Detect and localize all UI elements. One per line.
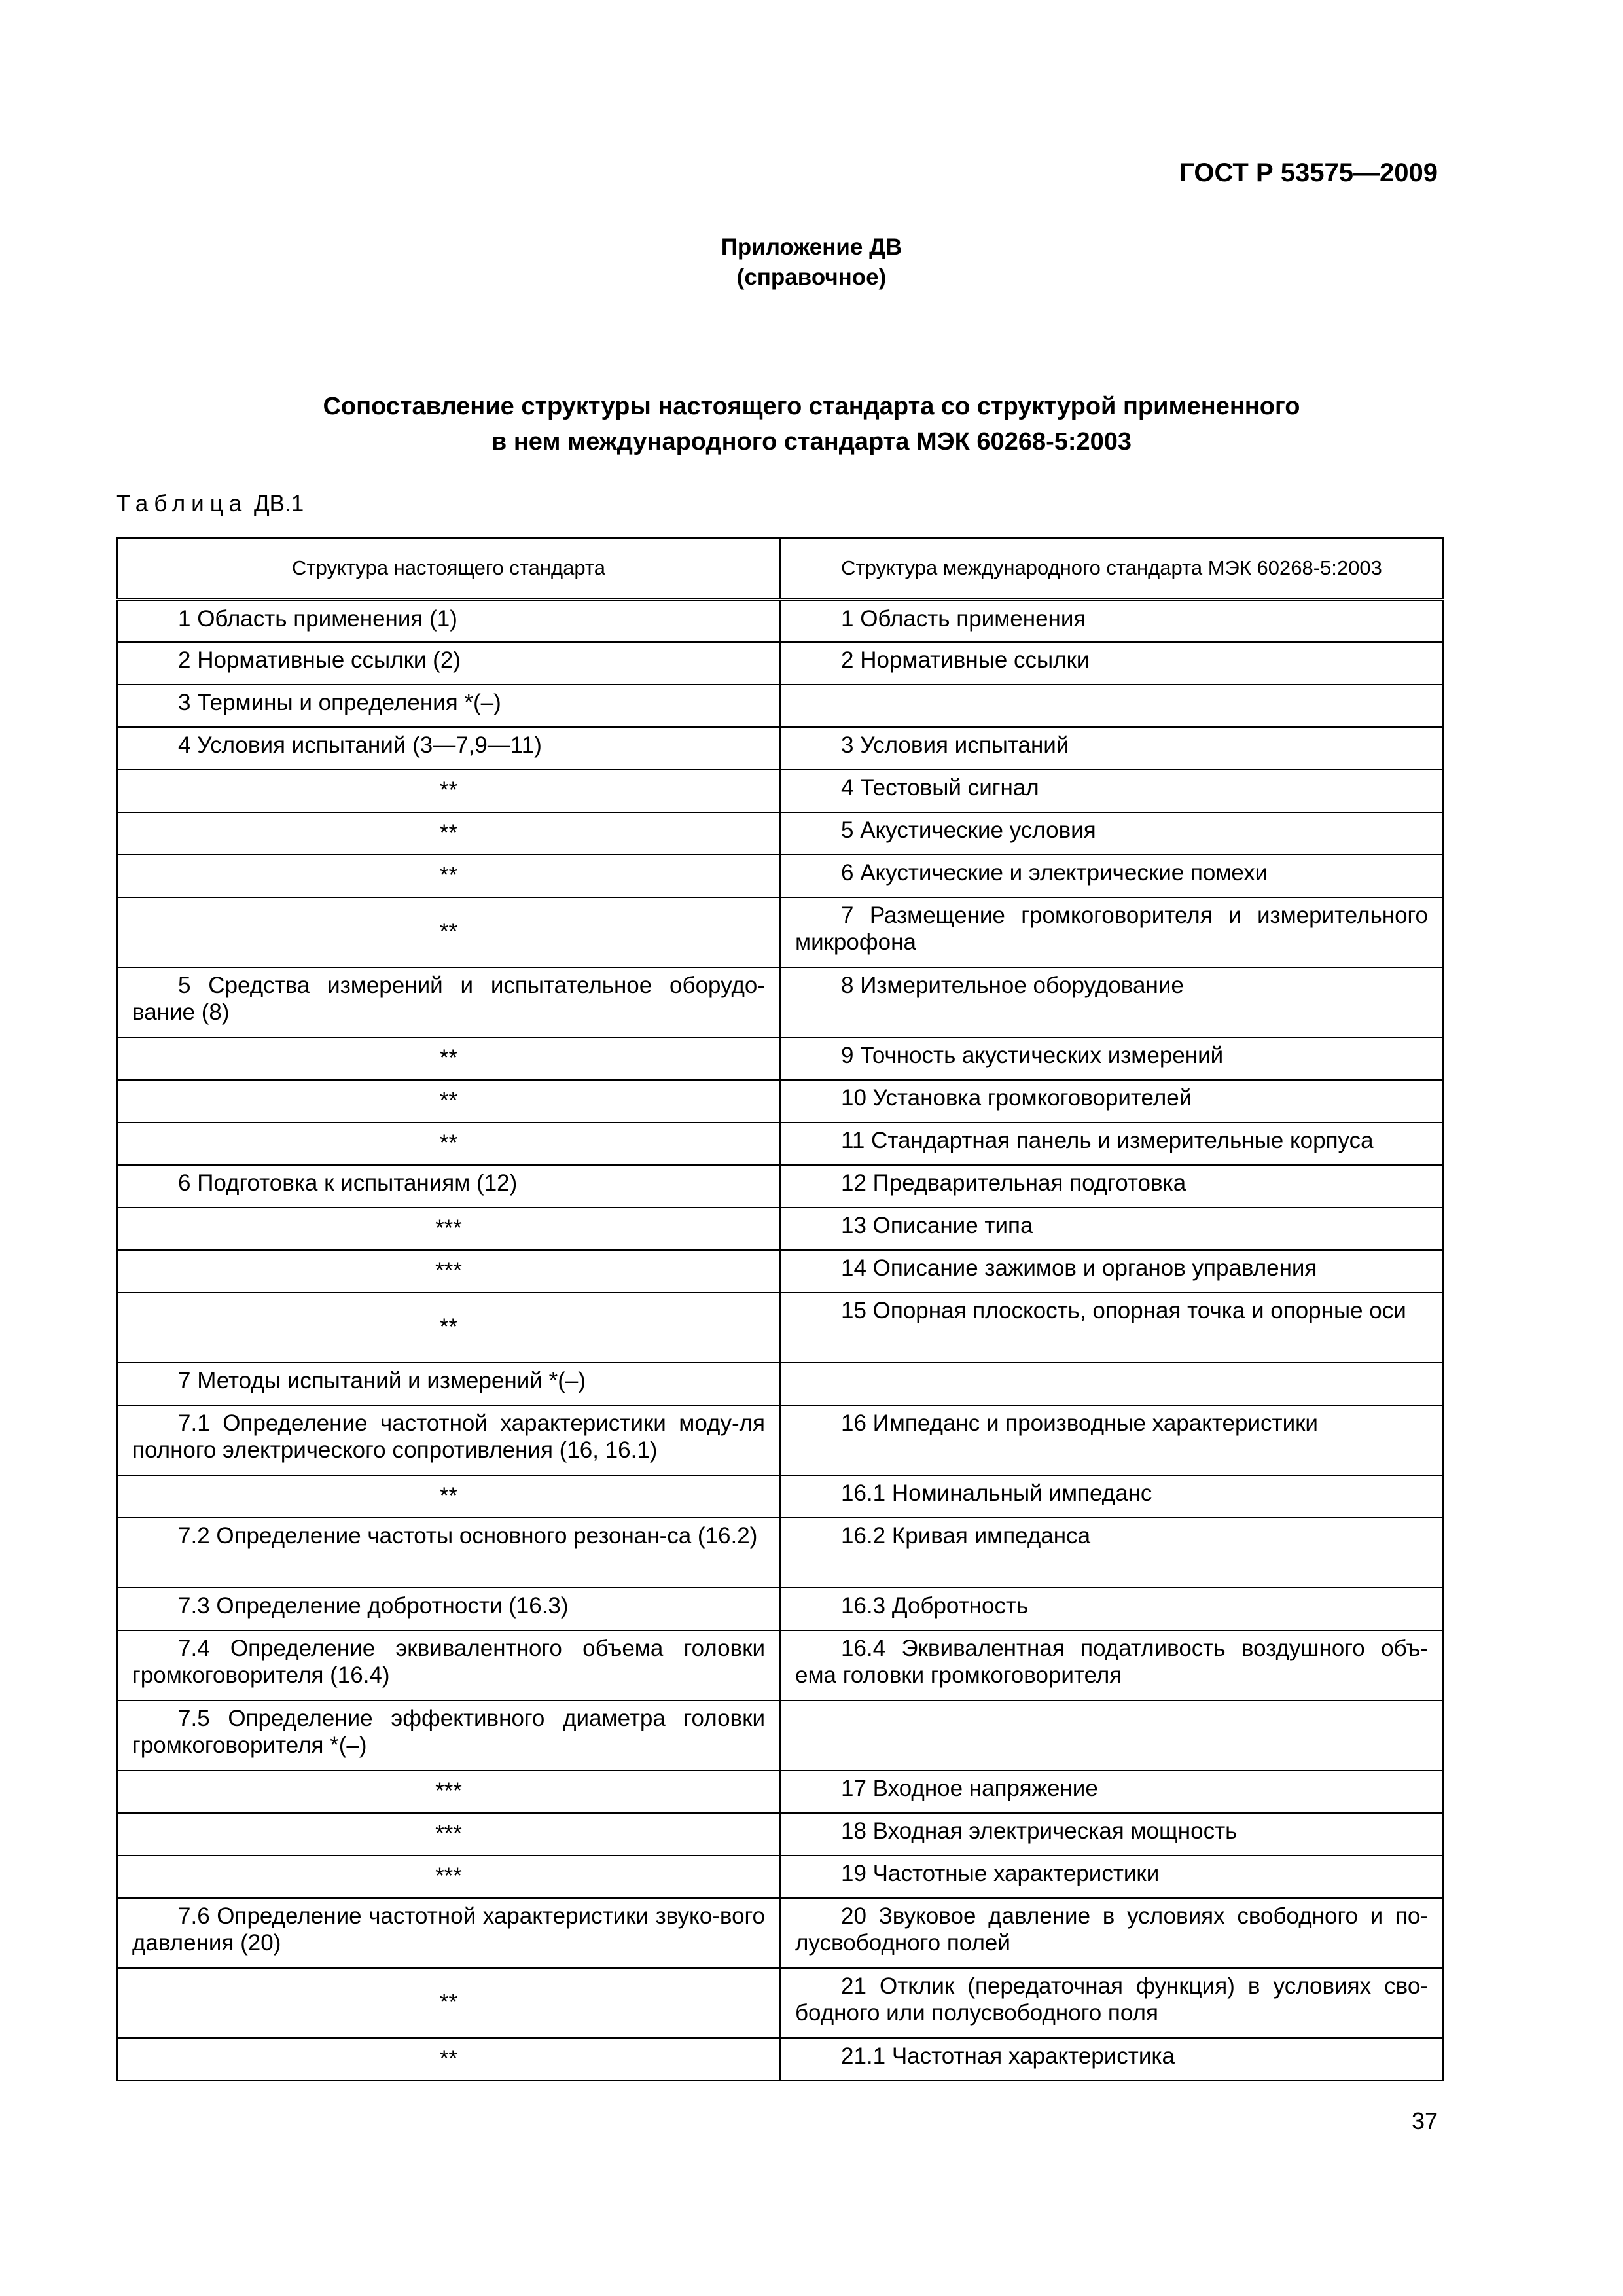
cell-international-clause xyxy=(780,600,1443,642)
cell-international-clause xyxy=(780,1630,1443,1700)
cell-text: 18 Входная электрическая мощность xyxy=(841,1818,1238,1844)
cell-text: 7.3 Определение добротности (16.3) xyxy=(178,1593,569,1619)
cell-international-clause xyxy=(780,1080,1443,1122)
cell-international-clause xyxy=(780,812,1443,855)
cell-text: 19 Частотные характеристики xyxy=(841,1861,1160,1886)
table-row xyxy=(117,1518,1443,1588)
cell-text: 7 Методы испытаний и измерений *(–) xyxy=(178,1368,586,1393)
cell-text: 2 Нормативные ссылки xyxy=(841,647,1090,673)
cell-international-clause xyxy=(780,1208,1443,1250)
cell-text: 20 Звуковое давление в условиях свободного и по-лусвободного полей xyxy=(795,1903,1428,1956)
table-row xyxy=(117,967,1443,1037)
cell-text: 6 Акустические и электрические помехи xyxy=(841,860,1268,886)
cell-national-clause: ** xyxy=(117,1080,780,1122)
table-row xyxy=(117,770,1443,812)
cell-national-clause xyxy=(117,1518,780,1588)
cell-international-clause xyxy=(780,1700,1443,1770)
document-title xyxy=(0,389,1623,459)
cell-international-clause xyxy=(780,1037,1443,1080)
cell-text: 7.5 Определение эффективного диаметра головки громкоговорителя *(–) xyxy=(132,1706,765,1758)
cell-national-clause: *** xyxy=(117,1813,780,1856)
cell-text: 8 Измерительное оборудование xyxy=(841,973,1184,998)
cell-international-clause xyxy=(780,1898,1443,1968)
cell-text: 14 Описание зажимов и органов управления xyxy=(841,1255,1317,1281)
table-row xyxy=(117,685,1443,727)
cell-text: 21.1 Частотная характеристика xyxy=(841,2043,1175,2069)
cell-international-clause xyxy=(780,685,1443,727)
page-number: 37 xyxy=(1411,2108,1438,2134)
table-row xyxy=(117,1208,1443,1250)
cell-international-clause xyxy=(780,1363,1443,1405)
appendix-status: (справочное) xyxy=(736,264,887,290)
appendix-heading xyxy=(0,232,1623,293)
cell-text: 7.6 Определение частотной характеристики звуко-вого давления (20) xyxy=(132,1903,765,1956)
table-row xyxy=(117,642,1443,685)
comparison-table xyxy=(116,537,1444,2081)
table-row xyxy=(117,1250,1443,1293)
cell-national-clause xyxy=(117,1898,780,1968)
table-row xyxy=(117,897,1443,967)
cell-international-clause xyxy=(780,855,1443,897)
table-row xyxy=(117,1898,1443,1968)
cell-national-clause: *** xyxy=(117,1208,780,1250)
cell-national-clause xyxy=(117,1405,780,1475)
cell-text: 5 Средства измерений и испытательное оборудо-вание (8) xyxy=(132,973,765,1025)
cell-national-clause: ** xyxy=(117,1293,780,1363)
cell-text: 1 Область применения (1) xyxy=(178,606,457,632)
cell-national-clause xyxy=(117,685,780,727)
cell-international-clause xyxy=(780,967,1443,1037)
title-line-2: в нем международного стандарта МЭК 60268-5:2003 xyxy=(491,428,1132,456)
table-row xyxy=(117,812,1443,855)
cell-international-clause xyxy=(780,1250,1443,1293)
cell-national-clause xyxy=(117,967,780,1037)
title-line-1: Сопоставление структуры настоящего стандарта со структурой примененного xyxy=(323,393,1300,420)
table-row xyxy=(117,1630,1443,1700)
cell-text: 3 Условия испытаний xyxy=(841,732,1069,758)
cell-international-clause xyxy=(780,727,1443,770)
cell-national-clause: *** xyxy=(117,1856,780,1898)
table-row xyxy=(117,1080,1443,1122)
table-label-word: Таблица xyxy=(116,491,248,516)
cell-national-clause xyxy=(117,1588,780,1630)
cell-international-clause xyxy=(780,1770,1443,1813)
cell-national-clause: ** xyxy=(117,897,780,967)
cell-international-clause xyxy=(780,1475,1443,1518)
cell-text: 16.3 Добротность xyxy=(841,1593,1029,1619)
cell-international-clause xyxy=(780,642,1443,685)
cell-national-clause xyxy=(117,727,780,770)
cell-national-clause: ** xyxy=(117,812,780,855)
cell-national-clause: *** xyxy=(117,1250,780,1293)
table-body xyxy=(117,600,1443,2081)
cell-text: 3 Термины и определения *(–) xyxy=(178,690,501,715)
table-label xyxy=(116,491,304,517)
cell-national-clause xyxy=(117,642,780,685)
cell-national-clause xyxy=(117,1363,780,1405)
cell-text: 9 Точность акустических измерений xyxy=(841,1043,1224,1068)
cell-text: 21 Отклик (передаточная функция) в условиях сво-бодного или полусвободного поля xyxy=(795,1973,1428,2026)
cell-international-clause xyxy=(780,1122,1443,1165)
cell-national-clause xyxy=(117,1700,780,1770)
appendix-title: Приложение ДВ xyxy=(721,234,902,260)
cell-international-clause xyxy=(780,1165,1443,1208)
table-row xyxy=(117,1968,1443,2038)
cell-text: 10 Установка громкоговорителей xyxy=(841,1085,1192,1111)
cell-text: 4 Тестовый сигнал xyxy=(841,775,1039,800)
table-row xyxy=(117,1037,1443,1080)
table-row xyxy=(117,1770,1443,1813)
cell-text: 15 Опорная плоскость, опорная точка и опорные оси xyxy=(841,1298,1406,1323)
cell-text: 1 Область применения xyxy=(841,606,1086,632)
table-row xyxy=(117,727,1443,770)
cell-national-clause: ** xyxy=(117,1475,780,1518)
cell-text: 5 Акустические условия xyxy=(841,817,1096,843)
table-row xyxy=(117,2038,1443,2081)
table-label-id: ДВ.1 xyxy=(253,491,304,516)
cell-text: 17 Входное напряжение xyxy=(841,1776,1098,1801)
cell-text: 16.2 Кривая импеданса xyxy=(841,1523,1091,1549)
table-row xyxy=(117,1363,1443,1405)
table-row xyxy=(117,1122,1443,1165)
cell-text: 7.1 Определение частотной характеристики моду-ля полного электрического сопротивления (16, 16.1) xyxy=(132,1410,765,1463)
cell-international-clause xyxy=(780,1293,1443,1363)
table-row xyxy=(117,600,1443,642)
cell-text: 16 Импеданс и производные характеристики xyxy=(841,1410,1318,1436)
cell-text: 7.2 Определение частоты основного резонан-са (16.2) xyxy=(178,1523,758,1549)
table-row xyxy=(117,1165,1443,1208)
table-row xyxy=(117,1293,1443,1363)
table-row xyxy=(117,1700,1443,1770)
header-national-structure: Структура настоящего стандарта xyxy=(117,538,780,600)
cell-text: 16.1 Номинальный импеданс xyxy=(841,1480,1152,1506)
cell-national-clause: ** xyxy=(117,1037,780,1080)
table-row xyxy=(117,1405,1443,1475)
cell-international-clause xyxy=(780,1405,1443,1475)
cell-international-clause xyxy=(780,897,1443,967)
table-row xyxy=(117,1588,1443,1630)
table-row xyxy=(117,1475,1443,1518)
cell-national-clause: ** xyxy=(117,1122,780,1165)
cell-national-clause: ** xyxy=(117,855,780,897)
cell-international-clause xyxy=(780,1856,1443,1898)
cell-text: 7 Размещение громкоговорителя и измерительного микрофона xyxy=(795,903,1428,955)
cell-national-clause: ** xyxy=(117,1968,780,2038)
cell-national-clause xyxy=(117,1630,780,1700)
cell-national-clause: *** xyxy=(117,1770,780,1813)
table-header-row xyxy=(117,538,1443,600)
cell-international-clause xyxy=(780,2038,1443,2081)
table-row xyxy=(117,1856,1443,1898)
cell-national-clause xyxy=(117,600,780,642)
cell-text: 11 Стандартная панель и измерительные корпуса xyxy=(841,1128,1374,1153)
cell-text: 6 Подготовка к испытаниям (12) xyxy=(178,1170,518,1196)
cell-text: 13 Описание типа xyxy=(841,1213,1033,1238)
cell-text: 12 Предварительная подготовка xyxy=(841,1170,1186,1196)
cell-text: 16.4 Эквивалентная податливость воздушного объ-ема головки громкоговорителя xyxy=(795,1636,1428,1688)
cell-national-clause: ** xyxy=(117,2038,780,2081)
cell-text: 2 Нормативные ссылки (2) xyxy=(178,647,461,673)
cell-international-clause xyxy=(780,1518,1443,1588)
cell-text: 7.4 Определение эквивалентного объема головки громкоговорителя (16.4) xyxy=(132,1636,765,1688)
header-international-structure: Структура международного стандарта МЭК 60268-5:2003 xyxy=(780,538,1443,600)
cell-international-clause xyxy=(780,1813,1443,1856)
cell-text: 4 Условия испытаний (3—7,9—11) xyxy=(178,732,542,758)
cell-national-clause: ** xyxy=(117,770,780,812)
document-code: ГОСТ Р 53575—2009 xyxy=(1179,158,1438,187)
table-row xyxy=(117,1813,1443,1856)
table-row xyxy=(117,855,1443,897)
cell-international-clause xyxy=(780,1588,1443,1630)
cell-national-clause xyxy=(117,1165,780,1208)
cell-international-clause xyxy=(780,1968,1443,2038)
cell-international-clause xyxy=(780,770,1443,812)
